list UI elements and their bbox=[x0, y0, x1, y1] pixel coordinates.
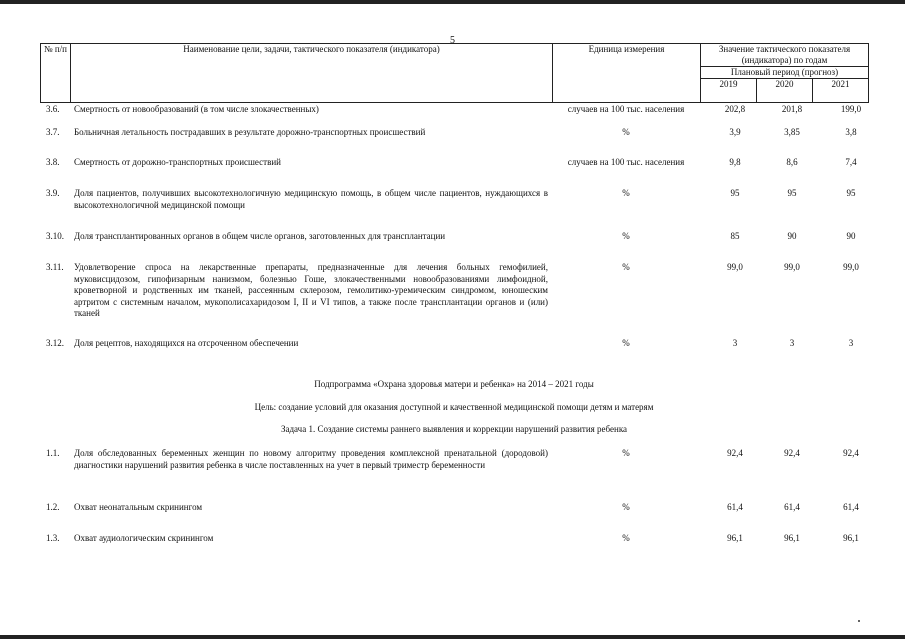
row-value-2019: 9,8 bbox=[729, 157, 741, 167]
row-value-2020: 3 bbox=[789, 338, 795, 348]
row-value-2019: 3 bbox=[732, 338, 738, 348]
row-value-2020: 201,8 bbox=[781, 104, 803, 114]
row-number: 3.10. bbox=[46, 231, 64, 241]
row-value-2021: 90 bbox=[846, 231, 856, 241]
header-col-unit: Единица измерения bbox=[553, 44, 701, 103]
row-value-2020: 3,85 bbox=[784, 127, 800, 137]
row-name: Доля рецептов, находящихся на отсроченном обеспечении bbox=[74, 338, 299, 348]
row-unit: % bbox=[622, 231, 630, 241]
row-value-2020: 99,0 bbox=[784, 262, 800, 272]
row-value-2019: 202,8 bbox=[724, 104, 746, 114]
row-value-2021: 3 bbox=[848, 338, 854, 348]
row-name: Доля трансплантированных органов в общем числе органов, заготовленных для трансплантации bbox=[74, 231, 446, 241]
row-value-2021: 95 bbox=[846, 188, 856, 198]
row-number: 1.2. bbox=[46, 502, 60, 512]
row-unit: случаев на 100 тыс. населения bbox=[567, 104, 685, 114]
header-year-2019: 2019 bbox=[701, 79, 757, 103]
row-value-2020: 90 bbox=[787, 231, 797, 241]
row-unit: % bbox=[622, 502, 630, 512]
row-value-2019: 96,1 bbox=[727, 533, 743, 543]
scan-bottom-border bbox=[0, 635, 905, 639]
row-number: 3.6. bbox=[46, 104, 60, 114]
row-value-2019: 95 bbox=[730, 188, 740, 198]
task-title: Задача 1. Создание системы раннего выявления и коррекции нарушений развития ребенка bbox=[280, 424, 628, 434]
row-unit: % bbox=[622, 127, 630, 137]
row-number: 3.11. bbox=[46, 262, 64, 272]
row-value-2021: 61,4 bbox=[843, 502, 859, 512]
row-number: 1.1. bbox=[46, 448, 60, 458]
row-unit: % bbox=[622, 188, 630, 198]
row-name: Доля обследованных беременных женщин по новому алгоритму проведения комплексной пренатальной (дородовой) диагностики нарушений развития ребенка в числе поставленных на учет в первый триместр беременности bbox=[74, 448, 548, 470]
row-name: Смертность от новообразований (в том числе злокачественных) bbox=[74, 104, 319, 114]
header-col-name: Наименование цели, задачи, тактического показателя (индикатора) bbox=[71, 44, 553, 103]
row-value-2020: 96,1 bbox=[784, 533, 800, 543]
header-col-period: Плановый период (прогноз) bbox=[701, 67, 869, 79]
row-name: Охват аудиологическим скринингом bbox=[74, 533, 214, 543]
row-value-2020: 61,4 bbox=[784, 502, 800, 512]
row-number: 3.7. bbox=[46, 127, 60, 137]
row-value-2021: 7,4 bbox=[845, 157, 857, 167]
row-number: 3.12. bbox=[46, 338, 64, 348]
row-value-2021: 96,1 bbox=[843, 533, 859, 543]
row-number: 1.3. bbox=[46, 533, 60, 543]
row-unit: % bbox=[622, 338, 630, 348]
row-number: 3.8. bbox=[46, 157, 60, 167]
header-col-number: № п/п bbox=[41, 44, 71, 103]
subprogram-title: Подпрограмма «Охрана здоровья матери и ребенка» на 2014 – 2021 годы bbox=[314, 379, 594, 389]
row-value-2021: 92,4 bbox=[843, 448, 859, 458]
row-value-2020: 95 bbox=[787, 188, 797, 198]
row-name: Больничная летальность пострадавших в результате дорожно-транспортных происшествий bbox=[74, 127, 426, 137]
table-header bbox=[40, 43, 869, 103]
goal-title: Цель: создание условий для оказания доступной и качественной медицинской помощи детям и матерям bbox=[254, 402, 654, 412]
row-name: Охват неонатальным скринингом bbox=[74, 502, 203, 512]
row-value-2020: 92,4 bbox=[784, 448, 800, 458]
header-year-2020: 2020 bbox=[757, 79, 813, 103]
scan-speck bbox=[858, 620, 860, 622]
row-unit: % bbox=[622, 262, 630, 272]
row-name: Удовлетворение спроса на лекарственные препараты, предназначенные для лечения больных гемофилией, муковисцидозом, гипофизарным нанизмом, болезнью Гоше, злокачественными новообразованиями лимфоидной, кроветворной и родственных им тканей, рассеянным склерозом, гемолитико-уремическим синдромом, юношеским артритом с системным началом, мукополисахаридозом I, II и VI типов, а также после трансплантации органов и (или) тканей bbox=[74, 262, 548, 318]
row-value-2019: 85 bbox=[730, 231, 740, 241]
page-number: 5 bbox=[450, 35, 455, 46]
row-value-2021: 3,8 bbox=[845, 127, 857, 137]
row-value-2019: 99,0 bbox=[727, 262, 743, 272]
row-name: Доля пациентов, получивших высокотехнологичную медицинскую помощь, в общем числе пациентов, нуждающихся в высокотехнологичной медицинской помощи bbox=[74, 188, 548, 210]
header-col-value: Значение тактического показателя (индикатора) по годам bbox=[701, 44, 869, 67]
row-unit: % bbox=[622, 448, 630, 458]
row-value-2019: 3,9 bbox=[729, 127, 741, 137]
row-value-2019: 92,4 bbox=[727, 448, 743, 458]
scan-top-border bbox=[0, 0, 905, 4]
row-name: Смертность от дорожно-транспортных происшествий bbox=[74, 157, 281, 167]
header-year-2021: 2021 bbox=[813, 79, 869, 103]
row-number: 3.9. bbox=[46, 188, 60, 198]
row-value-2019: 61,4 bbox=[727, 502, 743, 512]
row-unit: случаев на 100 тыс. населения bbox=[567, 157, 685, 167]
row-value-2021: 99,0 bbox=[843, 262, 859, 272]
row-unit: % bbox=[622, 533, 630, 543]
row-value-2021: 199,0 bbox=[840, 104, 862, 114]
row-value-2020: 8,6 bbox=[786, 157, 798, 167]
